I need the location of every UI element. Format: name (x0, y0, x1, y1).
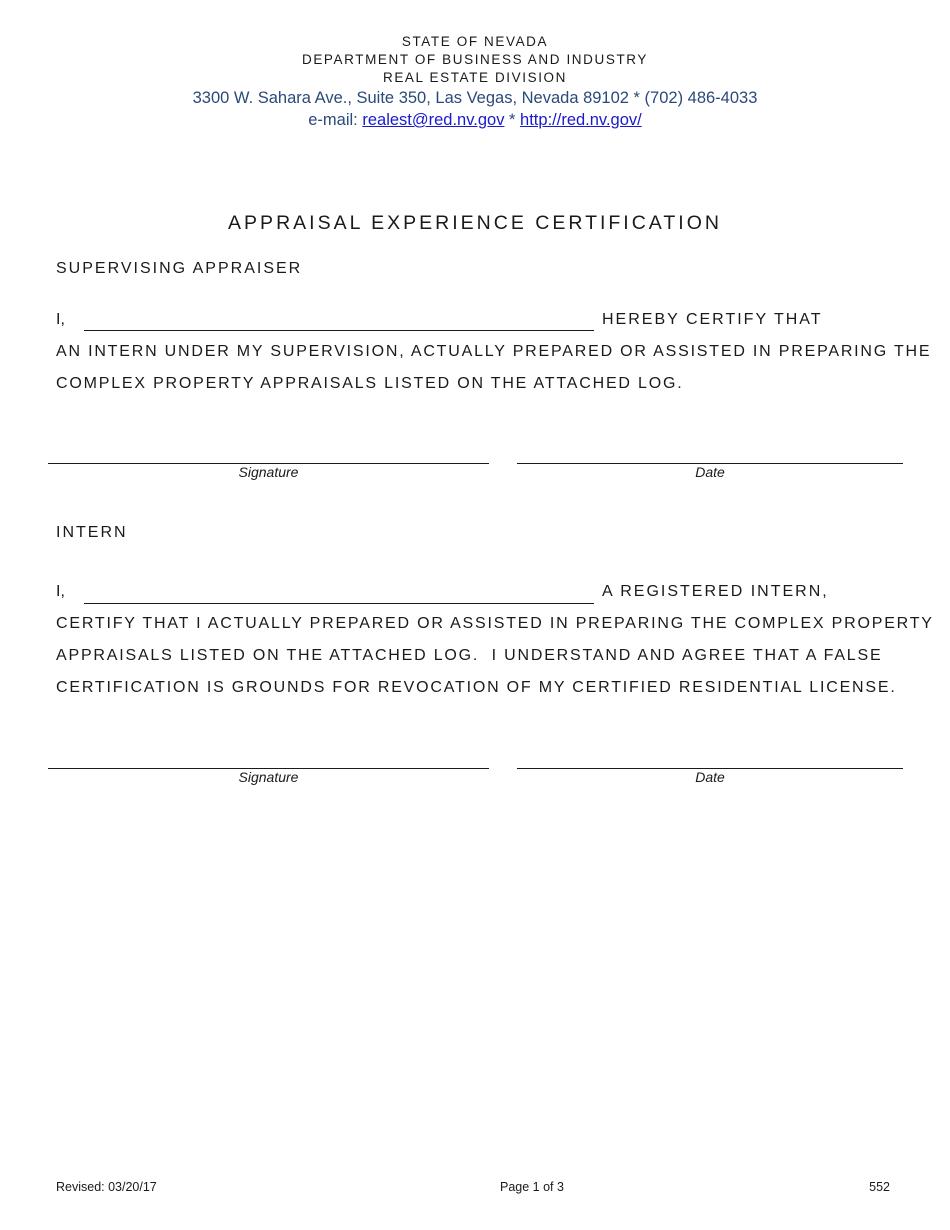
intern-statement-line: APPRAISALS LISTED ON THE ATTACHED LOG. I UNDERSTAND AND AGREE THAT A FALSE (56, 647, 883, 664)
intern-statement-line: CERTIFY THAT I ACTUALLY PREPARED OR ASSISTED IN PREPARING THE COMPLEX PROPERTY (56, 615, 934, 632)
department-name: DEPARTMENT OF BUSINESS AND INDUSTRY (301, 52, 649, 67)
supervisor-statement-line: COMPLEX PROPERTY APPRAISALS LISTED ON THE ATTACHED LOG. (56, 375, 684, 392)
supervisor-statement-line: AN INTERN UNDER MY SUPERVISION, ACTUALLY PREPARED OR ASSISTED IN PREPARING THE (56, 343, 932, 360)
page-number: Page 1 of 3 (500, 1180, 564, 1194)
intern-signature-label: Signature (238, 769, 299, 785)
intern-certify-text: A REGISTERED INTERN, (602, 583, 829, 600)
intern-i-label: I, (56, 583, 65, 600)
supervisor-signature-label: Signature (238, 464, 299, 480)
intern-date-label: Date (695, 769, 725, 785)
form-title: APPRAISAL EXPERIENCE CERTIFICATION (228, 212, 722, 234)
supervisor-heading: SUPERVISING APPRAISER (56, 260, 303, 277)
division-name: REAL ESTATE DIVISION (382, 70, 568, 85)
email-prefix: e-mail: (308, 111, 363, 129)
contact-separator: * (504, 111, 521, 129)
supervisor-date-label: Date (695, 464, 725, 480)
intern-heading: INTERN (56, 524, 128, 541)
intern-statement-line: CERTIFICATION IS GROUNDS FOR REVOCATION OF MY CERTIFIED RESIDENTIAL LICENSE. (56, 679, 897, 696)
website-link[interactable]: http://red.nv.gov/ (520, 111, 642, 129)
form-number: 552 (869, 1180, 890, 1194)
supervisor-name-field[interactable] (84, 330, 594, 331)
intern-name-field[interactable] (84, 603, 594, 604)
letterhead (0, 33, 950, 131)
division-address: 3300 W. Sahara Ave., Suite 350, Las Vegas, Nevada 89102 * (702) 486-4033 (192, 89, 758, 107)
supervisor-i-label: I, (56, 311, 65, 328)
revised-date: Revised: 03/20/17 (56, 1180, 157, 1194)
supervisor-certify-text: HEREBY CERTIFY THAT (602, 311, 823, 328)
contact-line (0, 109, 950, 131)
state-name: STATE OF NEVADA (401, 34, 549, 49)
email-link[interactable]: realest@red.nv.gov (362, 111, 505, 129)
